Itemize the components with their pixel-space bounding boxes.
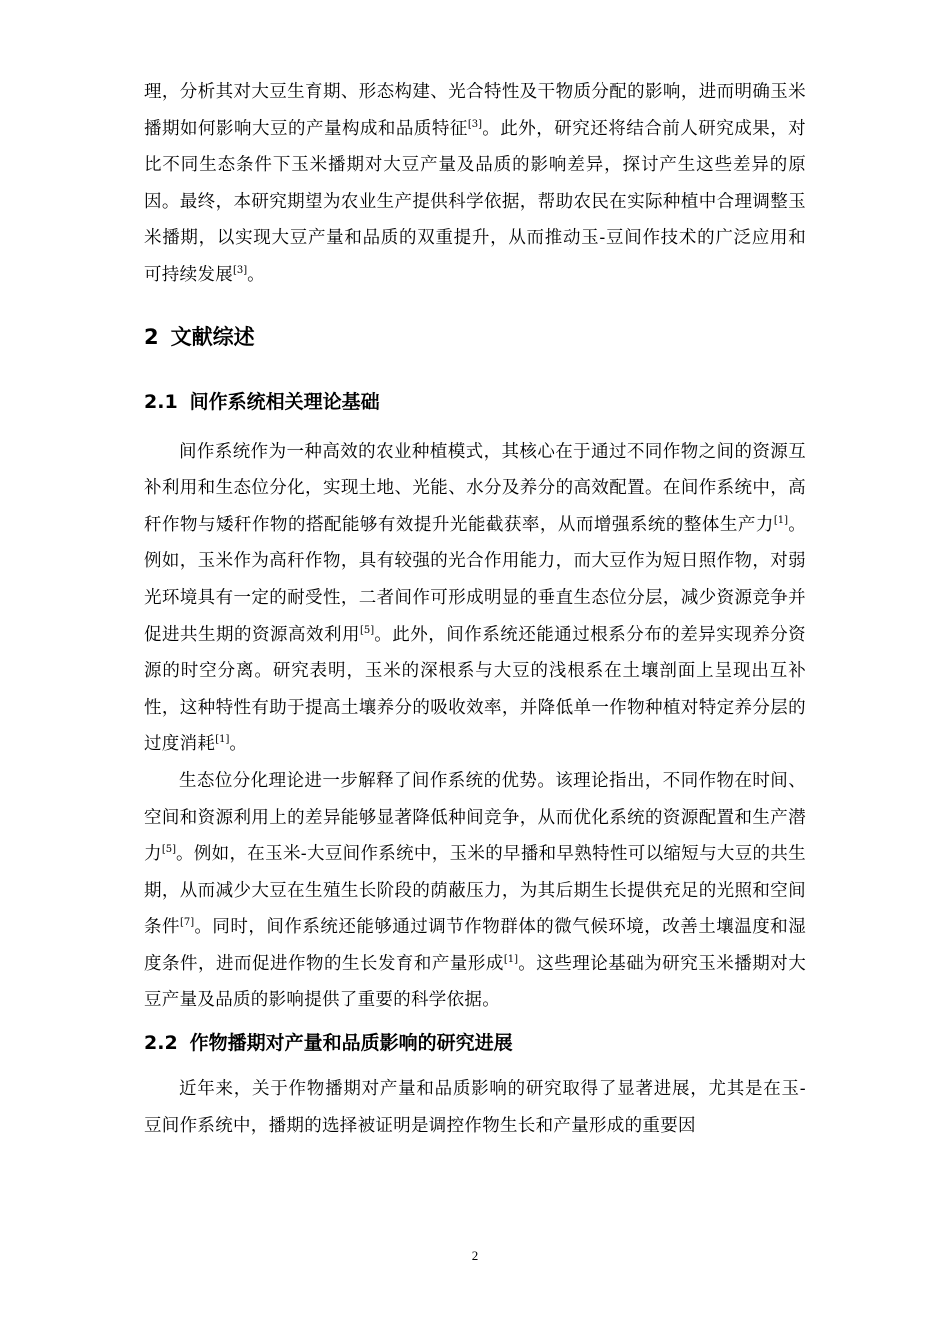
citation-ref: [1] [215, 734, 230, 746]
page-number: 2 [471, 1248, 479, 1263]
section-number: 2 [144, 324, 159, 349]
paragraph-text: 间作系统作为一种高效的农业种植模式，其核心在于通过不同作物之间的资源互补利用和生态位分化，实现土地、光能、水分及养分的高效配置。在间作系统中，高秆作物与矮秆作物的搭配能够有效提升光能截获率，从而增强系统的整体生产力 [144, 441, 806, 535]
paragraph-text: 。这些理论基础为研究玉米播期对大豆产量及品质的影响提供了重要的科学依据。 [144, 953, 806, 1011]
paragraph-intro-continued [144, 74, 806, 294]
subsection-number: 2.1 [144, 390, 178, 413]
document-body [144, 74, 806, 1144]
subsection-number: 2.2 [144, 1032, 178, 1055]
paragraph-intercropping-theory [144, 434, 806, 763]
subsection-heading-2-1 [144, 388, 806, 416]
paragraph-text: 。此外，研究还将结合前人研究成果，对比不同生态条件下玉米播期对大豆产量及品质的影响差异，探讨产生这些差异的原因。最终，本研究期望为农业生产提供科学依据，帮助农民在实际种植中合理调整玉米播期，以实现大豆产量和品质的双重提升，从而推动玉-豆间作技术的广泛应用和可持续发展 [144, 118, 806, 285]
paragraph-text: 近年来，关于作物播期对产量和品质影响的研究取得了显著进展，尤其是在玉-豆间作系统中，播期的选择被证明是调控作物生长和产量形成的重要因 [144, 1079, 806, 1136]
paragraph-text: 。此外，间作系统还能通过根系分布的差异实现养分资源的时空分离。研究表明，玉米的深根系与大豆的浅根系在土壤剖面上呈现出互补性，这种特性有助于提高土壤养分的吸收效率，并降低单一作物种植对特定养分层的过度消耗 [144, 624, 806, 755]
citation-ref: [3] [233, 264, 248, 276]
citation-ref: [5] [359, 624, 375, 636]
paragraph-text: 。例如，玉米作为高秆作物，具有较强的光合作用能力，而大豆作为短日照作物，对弱光环境具有一定的耐受性，二者间作可形成明显的垂直生态位分层，减少资源竞争并促进共生期的资源高效利用 [144, 514, 806, 645]
citation-ref: [1] [773, 514, 788, 526]
paragraph-text: 。同时，间作系统还能够通过调节作物群体的微气候环境，改善土壤温度和湿度条件，进而促进作物的生长发育和产量形成 [144, 917, 806, 974]
citation-ref: [1] [503, 953, 519, 965]
paragraph-sowing-date-progress [144, 1071, 806, 1144]
subsection-title: 作物播期对产量和品质影响的研究进展 [189, 1032, 513, 1055]
paragraph-text: 。 [229, 734, 248, 755]
citation-ref: [3] [467, 118, 483, 130]
subsection-heading-2-2 [144, 1029, 806, 1057]
paragraph-text: 理，分析其对大豆生育期、形态构建、光合特性及干物质分配的影响，进而明确玉米播期如何影响大豆的产量构成和品质特征 [144, 82, 806, 139]
paragraph-text: 。 [247, 264, 265, 285]
paragraph-niche-theory [144, 763, 806, 1019]
section-title: 文献综述 [170, 324, 255, 349]
paragraph-text: 。例如，在玉米-大豆间作系统中，玉米的早播和早熟特性可以缩短与大豆的共生期，从而减少大豆在生殖生长阶段的荫蔽压力，为其后期生长提供充足的光照和空间条件 [144, 844, 806, 938]
section-heading-2 [144, 322, 806, 352]
citation-ref: [5] [161, 844, 176, 856]
citation-ref: [7] [180, 917, 195, 929]
paragraph-text: 生态位分化理论进一步解释了间作系统的优势。该理论指出，不同作物在时间、空间和资源利用上的差异能够显著降低种间竞争，从而优化系统的资源配置和生产潜力 [144, 770, 806, 865]
subsection-title: 间作系统相关理论基础 [189, 390, 380, 413]
